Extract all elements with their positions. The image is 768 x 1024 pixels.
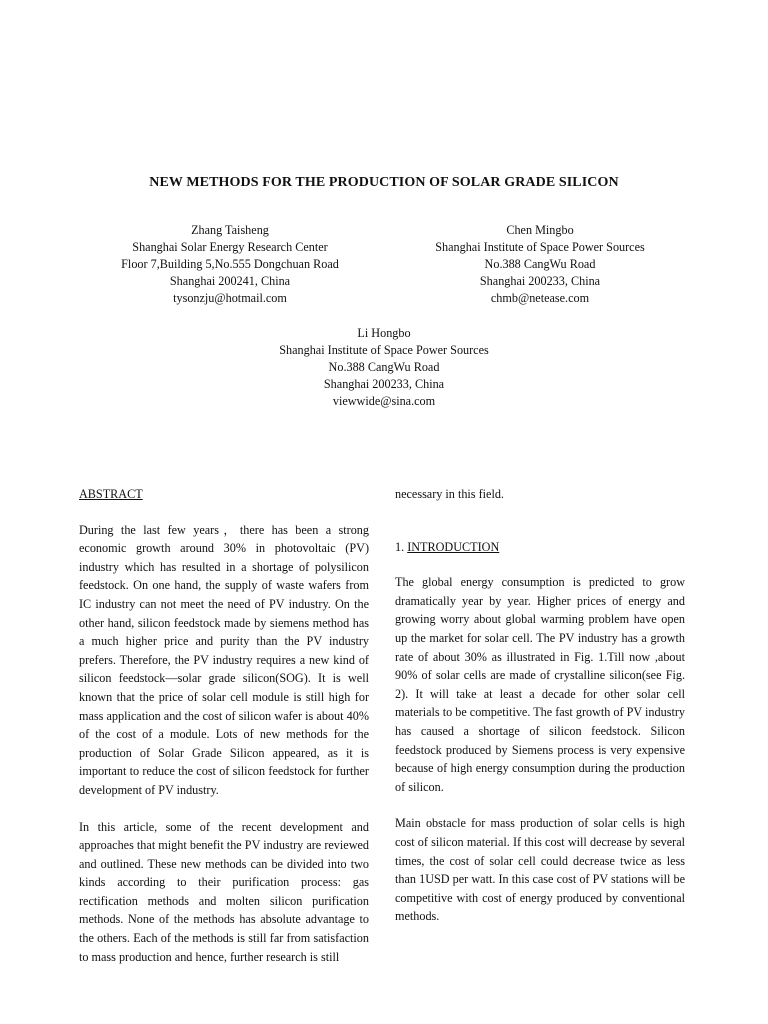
author-email: chmb@netease.com <box>490 291 590 305</box>
author-affiliation: Shanghai Solar Energy Research Center <box>132 240 328 254</box>
author-email: tysonzju@hotmail.com <box>173 291 287 305</box>
author-email: viewwide@sina.com <box>332 394 436 408</box>
author-address: Floor 7,Building 5,No.555 Dongchuan Road <box>121 257 339 271</box>
abstract-paragraph-1: During the last few years，there has been a strong economic growth around 30% in photovoltaic (PV) industry which has resulted in a shortage of polysilicon feedstock. On one hand, the supply of waste wafers from IC industry can not meet the need of PV industry. On the other hand, silicon feedstock made by siemens method has a much higher price and purity than the PV industry prefers. Therefore, the PV industry requires a new kind of silicon feedstock—solar grade silicon(SOG). It is well known that the price of solar cell module is still high for mass application and the cost of silicon wafer is about 40% of the cost of a module. Lots of new methods for the production of Solar Grade Silicon appeared, as it is important to reduce the cost of silicon feedstock for further development of PV industry. <box>79 522 369 797</box>
left-column <box>79 485 369 966</box>
abstract-paragraph-2: In this article, some of the recent development and approaches that might benefit the PV industry are reviewed and outlined. These new methods can be divided into two kinds according to their purification process: gas rectification methods and molten silicon purification methods. None of the methods has absolute advantage to the others. Each of the methods is still far from satisfaction to mass production and hence, further research is still <box>79 819 369 964</box>
author-address: No.388 CangWu Road <box>484 257 596 271</box>
author-address: No.388 CangWu Road <box>328 360 440 374</box>
section-number: 1. <box>395 539 408 554</box>
author-block-3 <box>264 325 504 410</box>
author-affiliation: Shanghai Institute of Space Power Sources <box>435 240 645 254</box>
right-column <box>395 485 685 926</box>
abstract-heading: ABSTRACT <box>79 487 143 501</box>
author-affiliation: Shanghai Institute of Space Power Sources <box>279 343 489 357</box>
author-city: Shanghai 200241, China <box>169 274 291 288</box>
author-city: Shanghai 200233, China <box>479 274 601 288</box>
introduction-heading <box>395 538 685 557</box>
author-block-2 <box>420 222 660 307</box>
paper-title: NEW METHODS FOR THE PRODUCTION OF SOLAR GRADE SILICON <box>149 175 619 190</box>
introduction-paragraph-2: Main obstacle for mass production of solar cells is high cost of silicon material. If this cost will decrease by several times, the cost of solar cell could decrease twice as less than 1USD per watt. In this case cost of PV stations will be competitive with cost of energy produced by conventional methods. <box>395 816 685 924</box>
author-city: Shanghai 200233, China <box>323 377 445 391</box>
abstract-paragraph-2-continued: necessary in this field. <box>395 487 504 501</box>
introduction-paragraph-1: The global energy consumption is predicted to grow dramatically year by year. Higher prices of energy and growing worry about global warming problem have open up the market for solar cell. The PV industry has a growth rate of about 30% as illustrated in Fig. 1.Till now ,about 90% of solar cells are made of crystalline silicon(see Fig. 2). It will take at least a decade for other solar cell materials to be competitive. The fast growth of PV industry has caused a shortage of silicon feedstock. Silicon feedstock produced by Siemens process is very expensive because of high energy consumption during the production of silicon. <box>395 575 685 794</box>
author-name: Zhang Taisheng <box>191 223 269 237</box>
author-name: Li Hongbo <box>357 326 411 340</box>
section-title: INTRODUCTION <box>407 539 500 554</box>
author-name: Chen Mingbo <box>506 223 574 237</box>
author-block-1 <box>110 222 350 307</box>
